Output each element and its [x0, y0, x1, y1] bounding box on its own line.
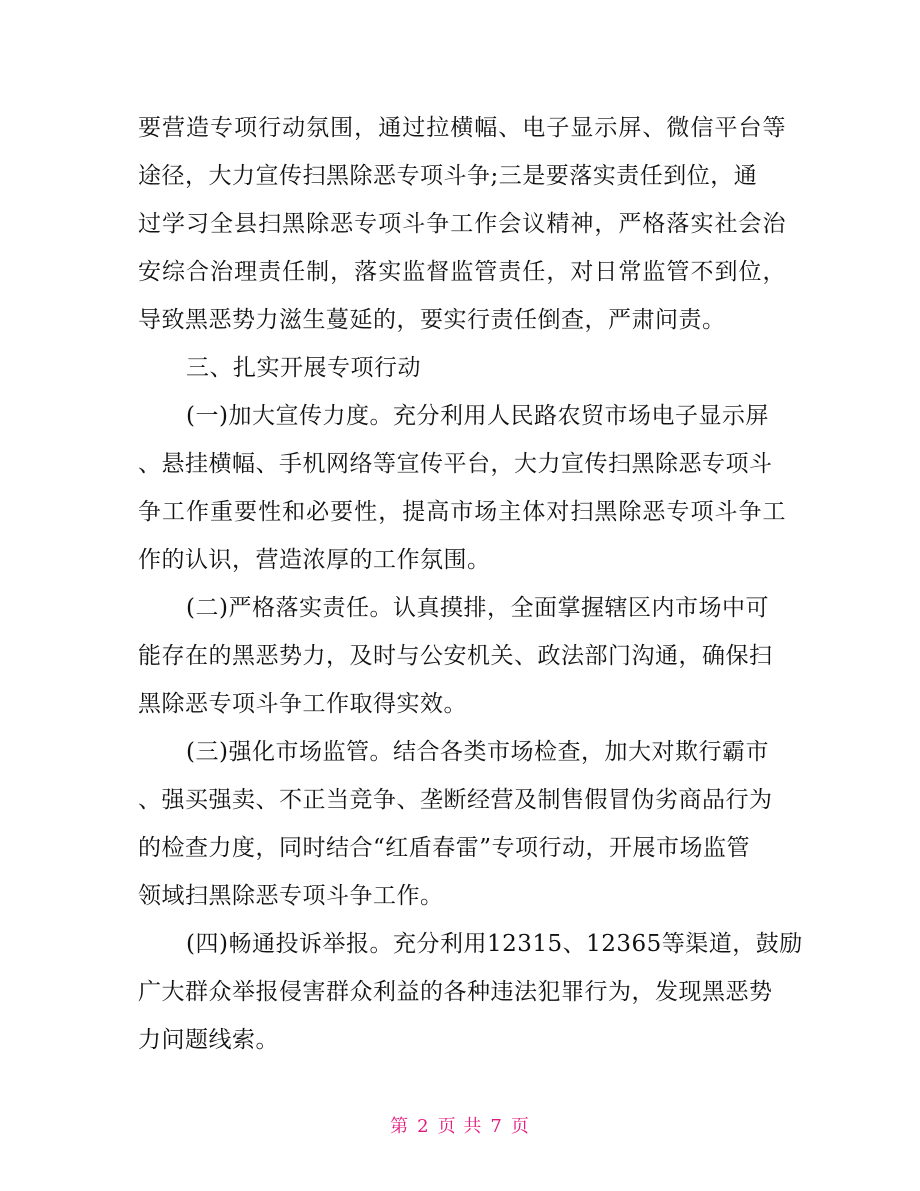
text-line: (三)强化市场监管。结合各类市场检查，加大对欺行霸市 [186, 739, 769, 765]
text-line: 、悬挂横幅、手机网络等宣传平台，大力宣传扫黑除恶专项斗 [138, 451, 773, 477]
text-line: 领域扫黑除恶专项斗争工作。 [138, 883, 444, 909]
text-line: 安综合治理责任制，落实监督监管责任，对日常监管不到位， [138, 259, 786, 285]
document-body [138, 104, 803, 1064]
text-line: (二)严格落实责任。认真摸排，全面掌握辖区内市场中可 [186, 595, 769, 621]
footer-suffix: 页 [510, 1116, 530, 1137]
text-line: (一)加大宣传力度。充分利用人民路农贸市场电子显示屏 [186, 403, 769, 429]
text-line: 导致黑恶势力滋生蔓延的，要实行责任倒查，严肃问责。 [138, 307, 726, 333]
total-page-number: 7 [490, 1116, 503, 1137]
text-line: 能存在的黑恶势力，及时与公安机关、政法部门沟通，确保扫 [138, 643, 773, 669]
text-line: 要营造专项行动氛围，通过拉横幅、电子显示屏、微信平台等 [138, 115, 786, 141]
text-line: 的检查力度，同时结合“红盾春雷”专项行动，开展市场监管 [138, 835, 751, 861]
page-number-footer [0, 1112, 920, 1138]
text-line: 作的认识，营造浓厚的工作氛围。 [138, 547, 491, 573]
text-line: (四)畅通投诉举报。充分利用12315、12365等渠道，鼓励 [186, 931, 803, 957]
current-page-number: 2 [417, 1116, 430, 1137]
footer-prefix: 第 [390, 1116, 410, 1137]
section-heading: 三、扎实开展专项行动 [186, 355, 421, 381]
text-line: 、强买强卖、不正当竞争、垄断经营及制售假冒伪劣商品行为 [138, 787, 773, 813]
text-line: 力问题线索。 [138, 1027, 279, 1053]
footer-middle: 页 共 [437, 1116, 483, 1137]
text-line: 过学习全县扫黑除恶专项斗争工作会议精神，严格落实社会治 [138, 211, 786, 237]
text-line: 广大群众举报侵害群众利益的各种违法犯罪行为，发现黑恶势 [138, 979, 773, 1005]
text-line: 黑除恶专项斗争工作取得实效。 [138, 691, 467, 717]
text-line: 途径，大力宣传扫黑除恶专项斗争;三是要落实责任到位，通 [138, 163, 758, 189]
text-line: 争工作重要性和必要性，提高市场主体对扫黑除恶专项斗争工 [138, 499, 786, 525]
